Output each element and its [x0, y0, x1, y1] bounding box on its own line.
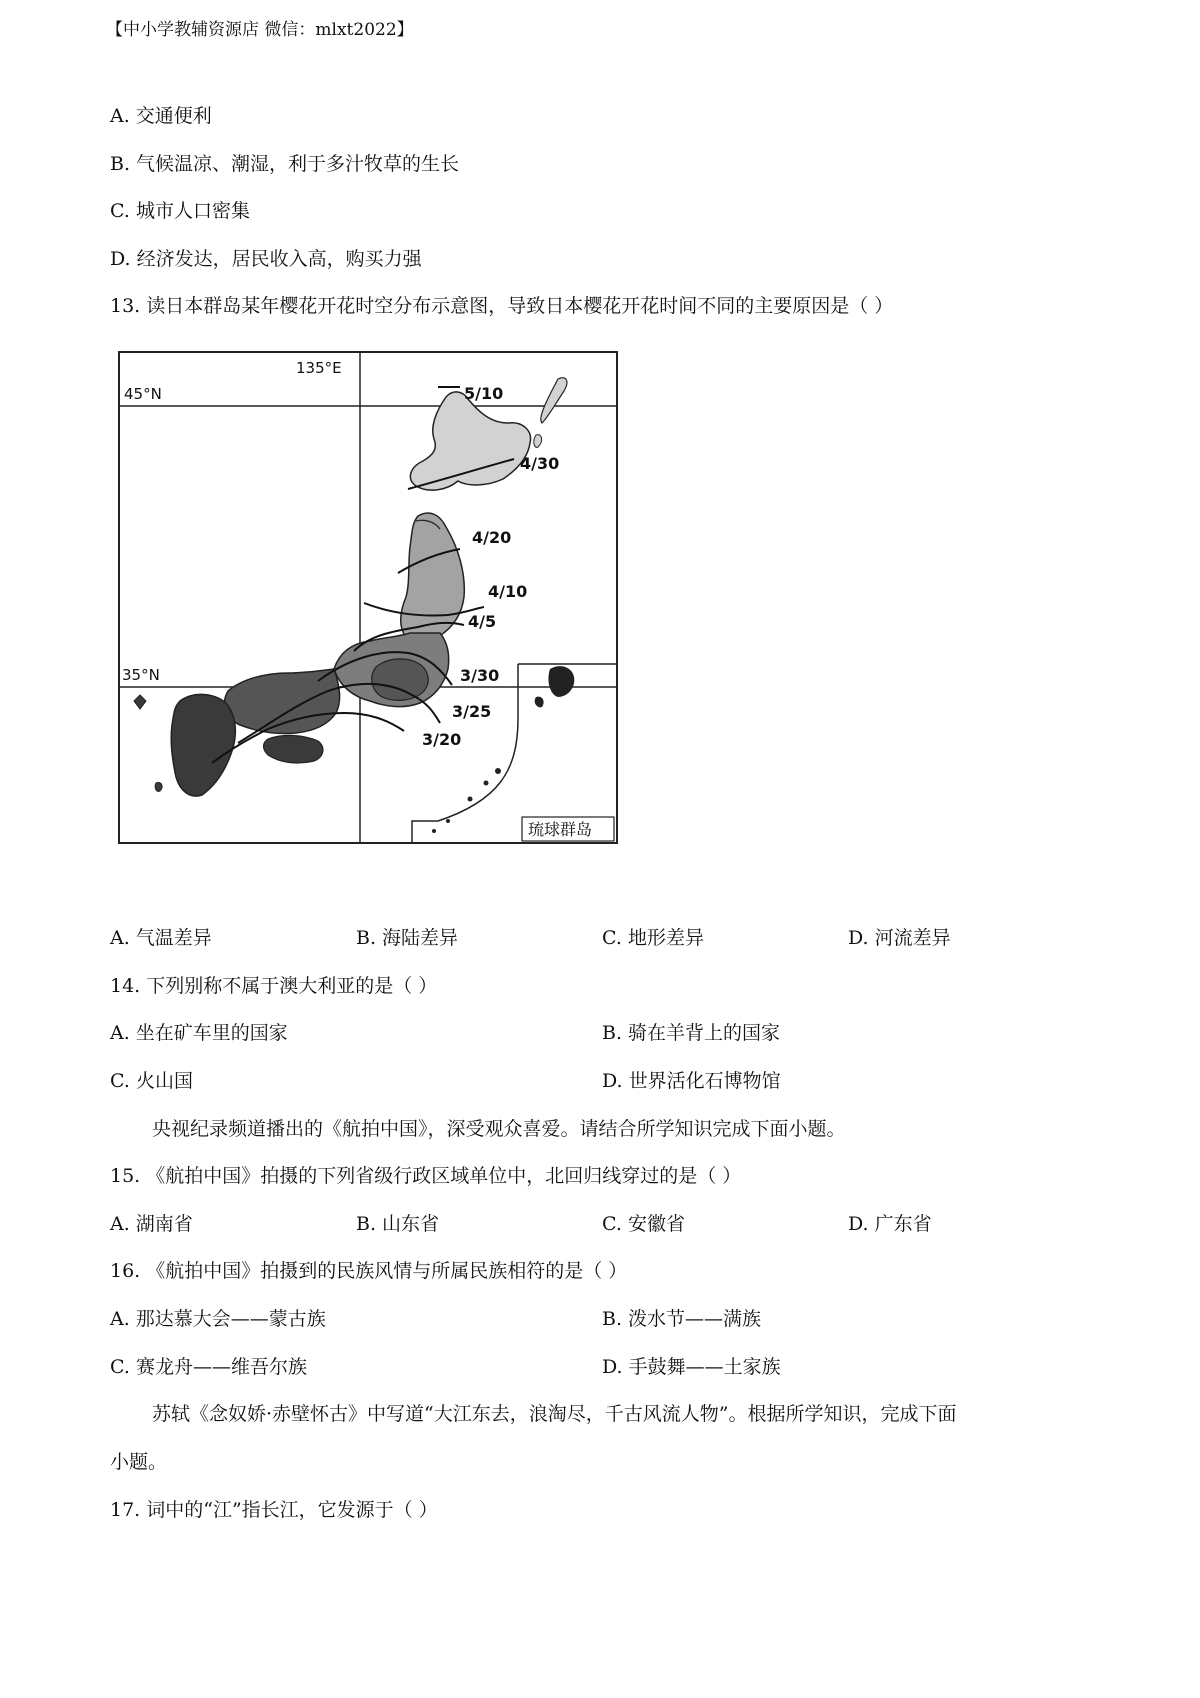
q14-option-c: C. 火山国 [110, 1070, 193, 1092]
ryukyu-island-7 [432, 829, 436, 833]
q13-option-b: B. 海陆差异 [356, 927, 459, 949]
q13-option-d: D. 河流差异 [848, 927, 951, 949]
kanto [372, 659, 429, 700]
isoline-label-4-10: 4/10 [488, 582, 528, 601]
ryukyu-island-5 [468, 797, 473, 802]
q15-stem: 15. 《航拍中国》拍摄的下列省级行政区域单位中，北回归线穿过的是（ ） [110, 1165, 742, 1187]
intro-17-line-2: 小题。 [110, 1451, 168, 1473]
inset-label: 琉球群岛 [528, 820, 593, 839]
label-135e: 135°E [296, 359, 342, 377]
q12-option-d: D. 经济发达，居民收入高，购买力强 [110, 248, 422, 270]
isoline-label-4-20: 4/20 [472, 528, 512, 547]
q17-stem: 17. 词中的“江”指长江，它发源于（ ） [110, 1499, 438, 1521]
japan-cherry-blossom-map [118, 351, 618, 844]
q13-option-a: A. 气温差异 [110, 927, 212, 949]
q15-option-b: B. 山东省 [356, 1213, 440, 1235]
q15-option-a: A. 湖南省 [110, 1213, 193, 1235]
ryukyu-island-3 [495, 768, 501, 774]
q14-option-b: B. 骑在羊背上的国家 [602, 1022, 781, 1044]
q13-option-c: C. 地形差异 [602, 927, 704, 949]
label-45n: 45°N [124, 385, 162, 403]
q12-option-c: C. 城市人口密集 [110, 200, 250, 222]
isoline-label-4-30: 4/30 [520, 454, 560, 473]
isoline-label-5-10: 5/10 [464, 384, 504, 403]
q16-stem: 16. 《航拍中国》拍摄到的民族风情与所属民族相符的是（ ） [110, 1260, 628, 1282]
isoline-label-3-20: 3/20 [422, 730, 462, 749]
isoline-label-4-5: 4/5 [468, 612, 497, 631]
q14-option-a: A. 坐在矿车里的国家 [110, 1022, 288, 1044]
q14-stem: 14. 下列别称不属于澳大利亚的是（ ） [110, 975, 438, 997]
q16-option-c: C. 赛龙舟——维吾尔族 [110, 1356, 307, 1378]
intro-17-line-1: 苏轼《念奴娇·赤壁怀古》中写道“大江东去，浪淘尽，千古风流人物”。根据所学知识，完成下面 [152, 1403, 957, 1425]
q14-option-d: D. 世界活化石博物馆 [602, 1070, 781, 1092]
small-island [155, 783, 162, 792]
watermark: 【中小学教辅资源店 微信：mlxt2022】 [106, 20, 414, 40]
q12-option-a: A. 交通便利 [110, 105, 212, 127]
q12-option-b: B. 气候温凉、潮湿，利于多汁牧草的生长 [110, 153, 460, 175]
q13-stem: 13. 读日本群岛某年樱花开花时空分布示意图，导致日本樱花开花时间不同的主要原因是（ ） [110, 295, 894, 317]
label-35n: 35°N [122, 666, 160, 684]
q15-option-c: C. 安徽省 [602, 1213, 685, 1235]
q16-option-a: A. 那达慕大会——蒙古族 [110, 1308, 326, 1330]
q15-option-d: D. 广东省 [848, 1213, 932, 1235]
ryukyu-island-4 [484, 781, 489, 786]
intro-15-16: 央视纪录频道播出的《航拍中国》，深受观众喜爱。请结合所学知识完成下面小题。 [152, 1118, 846, 1140]
q16-option-d: D. 手鼓舞——土家族 [602, 1356, 781, 1378]
isoline-label-3-30: 3/30 [460, 666, 500, 685]
isoline-label-3-25: 3/25 [452, 702, 492, 721]
q16-option-b: B. 泼水节——满族 [602, 1308, 762, 1330]
ryukyu-island-6 [446, 819, 450, 823]
